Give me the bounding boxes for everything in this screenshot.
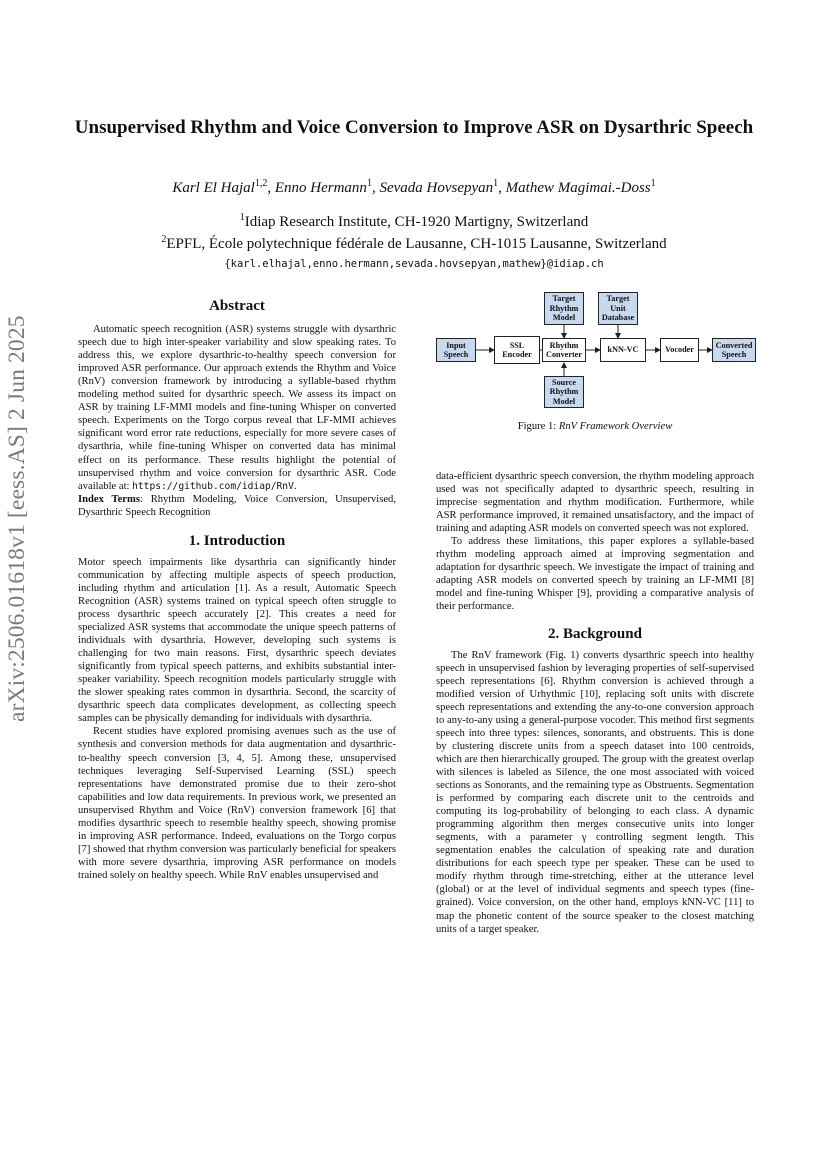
figure-arrows xyxy=(436,290,756,410)
caption-text: RnV Framework Overview xyxy=(558,421,673,432)
abstract-heading: Abstract xyxy=(209,298,265,314)
input-speech-box: Input Speech xyxy=(436,338,476,362)
abstract-body: Automatic speech recognition (ASR) systems struggle with dysarthric speech due to high inter-speaker variability and slow speaking rates. To address this, we explore dysarthric-to-healthy speech conversion for improved ASR performance. Our approach extends the Rhythm and Voice (RnV) conversion framework by introducing a syllable-based rhythm modeling method suited for dysarthric speech. We assess its impact on ASR by training LF-MMI models and fine-tuning Whisper on converted speech. Experiments on the Torgo corpus reveal that LF-MMI achieves significant word error rate reductions, especially for more severe cases of dysarthria, while fine-tuning Whisper on converted data has minimal effect on its performance. These results highlight the potential of unsupervised rhythm and voice conversion for dysarthric ASR. Code available at: xyxy=(78,324,396,492)
author-affil-mark: 1 xyxy=(650,178,656,189)
index-terms xyxy=(78,493,396,519)
knn-vc-box: kNN-VC xyxy=(600,338,646,362)
author-affil-mark: 1 xyxy=(493,178,499,189)
intro-paragraph: To address these limitations, this paper explores a syllable-based rhythm modeling approach aimed at improving segmentation and adaptation for dysarthric speech. We investigate the impact of training and adapting ASR models on converted speech by training an LF-MMI [8] model and fine-tuning Whisper [9], providing a comparative analysis of their performance. xyxy=(436,536,754,613)
left-column xyxy=(78,300,396,882)
ssl-encoder-box: SSL Encoder xyxy=(494,336,540,364)
author-name: Mathew Magimai.-Doss xyxy=(505,180,651,196)
paper-title: Unsupervised Rhythm and Voice Conversion to Improve ASR on Dysarthric Speech xyxy=(74,117,754,138)
intro-paragraph: Recent studies have explored promising avenues such as the use of synthesis and conversion methods for data augmentation and dysarthric-to-healthy speech conversion [3, 4, 5]. Among these, unsupervised techniques leveraging Self-Supervised Learning (SSL) speech representations have demonstrated promise due to their zero-shot capabilities and low data requirements. In previous work, we presented an unsupervised Rhythm and Voice (RnV) conversion framework [6] that modifies dysarthric speech to resemble healthy speech, showing promise in improving ASR performance. Indeed, evaluations on the Torgo corpus [7] showed that rhythm conversion was particularly beneficial for speakers with more severe dysarthria, improving ASR performance on models trained solely on healthy speech. While RnV enables unsupervised and xyxy=(78,726,396,881)
converted-speech-box: Converted Speech xyxy=(712,338,756,362)
affil-mark: 1 xyxy=(239,212,245,223)
author-name: Enno Hermann xyxy=(274,180,367,196)
figure-caption xyxy=(436,421,754,432)
author-list: Karl El Hajal$^{1,2}$, Enno Hermann$^1$, Sevada Hovsepyan$^1$, Mathew Magimai.-Doss$^1$ xyxy=(172,178,656,196)
target-rhythm-model-box: Target Rhythm Model xyxy=(544,292,584,325)
index-terms-label: Index Terms xyxy=(78,493,140,505)
figure-rnv-overview xyxy=(436,290,756,410)
abstract-text: Automatic speech recognition (ASR) systems struggle with dysarthric speech due to high inter-speaker variability and slow speaking rates. To address this, we explore dysarthric-to-healthy speech conversion for improved ASR performance. Our approach extends the Rhythm and Voice (RnV) conversion framework by introducing a syllable-based rhythm modeling method suited for dysarthric speech. We assess its impact on ASR by training LF-MMI models and fine-tuning Whisper on converted speech. Experiments on the Torgo corpus reveal that LF-MMI achieves significant word error rate reductions, especially for more severe cases of dysarthria, while fine-tuning Whisper on converted data has minimal effect on its performance. These results highlight the potential of unsupervised rhythm and voice conversion for dysarthric ASR. Code available at: https://github.com/idiap/RnV. xyxy=(78,324,396,492)
intro-paragraph-continued: data-efficient dysarthric speech conversion, the rhythm modeling approach used was not specifically adapted to dysarthric speech, resulting in imprecise segmentation and rhythm modification. Furthermore, while ASR performance improved, it remained unsatisfactory, and the impact of training and adapting ASR models on converted speech was not explored. xyxy=(436,471,754,535)
affiliation-text: Idiap Research Institute, CH-1920 Martigny, Switzerland xyxy=(244,214,589,230)
source-rhythm-model-box: Source Rhythm Model xyxy=(544,376,584,408)
author-name: Sevada Hovsepyan xyxy=(379,180,494,196)
author-affil-mark: 1,2 xyxy=(254,178,268,189)
background-heading: 2. Background xyxy=(548,625,642,642)
affil-mark: 2 xyxy=(161,234,167,245)
vocoder-box: Vocoder xyxy=(660,338,699,362)
arxiv-identifier: arXiv:2506.01618v1 [eess.AS] 2 Jun 2025 xyxy=(4,315,30,722)
index-terms-text: : Rhythm Modeling, Voice Conversion, Unsupervised, Dysarthric Speech Recognition xyxy=(78,493,396,518)
author-name: Karl El Hajal xyxy=(172,180,255,196)
author-affil-mark: 1 xyxy=(366,178,372,189)
affiliation xyxy=(70,234,758,253)
rhythm-converter-box: Rhythm Converter xyxy=(542,338,586,362)
right-column xyxy=(436,470,754,936)
background-paragraph: The RnV framework (Fig. 1) converts dysarthric speech into healthy speech in unsupervised fashion by leveraging properties of self-supervised speech representations [6]. Rhythm conversion is achieved through a modified version of Urhythmic [10], replacing soft units with discrete speech representations and extending the any-to-one conversion approach to any-to-any using a general-purpose vocoder. This method first segments speech into three types: silences, sonorants, and obstruents. This is done by clustering discrete units from a speech dataset into 100 centroids, which are then hierarchically grouped. The group with the greatest overlap with silences is labeled as Silence, the one most associated with voiced sections as Sonorants, and the remaining type as Obstruents. Segmentation is performed by comparing each discrete unit to the centroids and computing its log-probability of belonging to each class. A dynamic programming algorithm then merges consecutive units into longer segments, with a parameter γ controlling segment length. This segmentation enables the calculation of speaking rate and duration distributions for each speech type per speaker. These can be used to modify rhythm through time-stretching, either at the utterance level (global) or at the level of individual segments and speech types (fine-grained). Voice conversion, on the other hand, employs kNN-VC [11] to map the phonetic content of the source speaker to the closest matching units of a target speaker. xyxy=(436,649,754,935)
author-emails: {karl.elhajal,enno.hermann,sevada.hovsepyan,mathew}@idiap.ch xyxy=(224,258,604,270)
target-unit-database-box: Target Unit Database xyxy=(598,292,638,325)
intro-heading: 1. Introduction xyxy=(188,532,286,549)
caption-label: Figure 1: xyxy=(517,421,559,432)
affiliation xyxy=(70,212,758,231)
code-link[interactable]: https://github.com/idiap/RnV xyxy=(132,480,294,492)
affiliation-text: EPFL, École polytechnique fédérale de Lausanne, CH-1015 Lausanne, Switzerland xyxy=(166,236,667,252)
intro-paragraph: Motor speech impairments like dysarthria can significantly hinder communication by affecting multiple aspects of speech production, including rhythm and articulation [1]. As a result, Automatic Speech Recognition (ASR) systems trained on typical speech often struggle to process dysarthric speech accurately [2]. This creates a need for specialized ASR systems that accommodate the unique speech patterns of individuals with dysarthria. However, developing such systems is challenging for two main reasons. First, dysarthric speech deviates significantly from typical speech patterns, and exhibits substantial inter-speaker variability. Speech recognition models particularly struggle with the slower speaking rates common in dysarthria. Second, the scarcity of dysarthric speech data complicates development, as collecting speech samples can be physically demanding for individuals with dysarthria. xyxy=(78,556,396,725)
